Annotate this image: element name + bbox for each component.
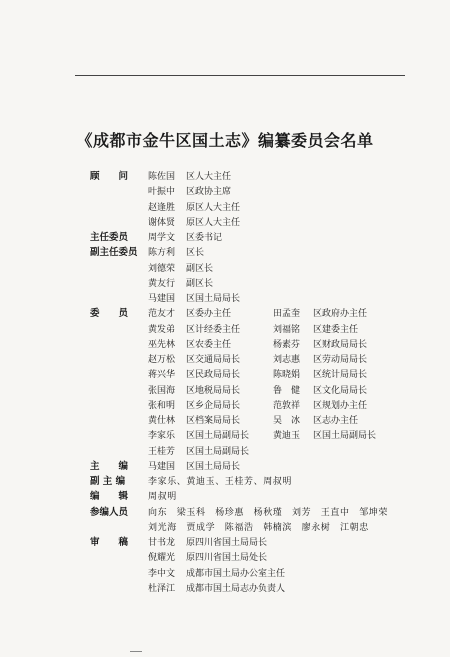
member-position: 原区人大主任 [186,217,241,228]
role-label: 主任委员 [90,232,129,243]
member-list: 李家乐、黄迪玉、王桂芳、周叔明 [148,477,293,487]
member-name: 赵万松 [148,355,176,365]
member-name: 黄友行 [148,278,176,289]
member-name: 刘德荣 [148,263,176,274]
role-label: 副 主 编 [90,476,126,487]
member-position: 区国土局局长 [186,461,241,472]
member-name: 陈晓娟 [273,370,301,381]
page-mark [130,651,142,652]
member-name: 陈方利 [148,248,176,259]
member-position: 区委办主任 [186,309,232,320]
roster-line [90,580,450,598]
member-position: 区文化局局长 [313,385,368,396]
member-position: 区政府办主任 [313,309,368,320]
member-position: 成都市国土局办公室主任 [186,568,286,579]
member-name: 吴 冰 [273,416,301,426]
member-name: 杨素芬 [273,339,301,350]
member-position: 区民政局局长 [186,370,241,381]
member-name: 周学文 [148,233,176,243]
member-name: 张和明 [148,400,176,411]
member-position: 区规划办主任 [313,400,368,411]
member-name: 甘书龙 [148,538,176,548]
member-position: 区国土局副局长 [186,446,250,457]
role-label: 副主任委员 [90,247,138,259]
member-name: 赵逢胜 [148,202,176,213]
member-position: 副区长 [186,263,214,274]
member-name: 刘志惠 [273,355,301,365]
member-position: 区建委主任 [313,324,359,335]
member-name: 鲁 健 [273,385,301,396]
member-position: 区政协主席 [186,187,232,198]
role-label: 主 编 [90,460,129,472]
member-name: 黄发弟 [148,324,176,335]
member-position: 区国土局副局长 [313,431,377,442]
member-position: 副区长 [186,278,214,289]
role-label: 顾 问 [90,171,129,182]
member-name: 李家乐 [148,431,176,442]
member-name: 巫先林 [148,339,176,350]
role-label: 编 辑 [90,491,129,503]
member-position: 原区人大主任 [186,202,241,213]
member-position: 区财政局局长 [313,339,368,350]
member-position: 区交通局局长 [186,355,241,365]
member-name: 范友才 [148,309,176,320]
member-position: 区国土局局长 [186,294,241,304]
member-position: 区计经委主任 [186,324,241,335]
role-label: 参编人员 [90,506,129,518]
role-label: 审 稿 [90,537,129,548]
member-name: 田孟奎 [273,309,301,320]
member-list: 周叔明 [148,492,177,503]
member-name: 蒋兴华 [148,370,176,381]
member-position: 区统计局局长 [313,370,368,381]
member-position: 区农委主任 [186,339,232,350]
member-list: 刘光海 贾成学 陈福浩 韩楠滨 廖永树 江朝忠 [148,522,369,533]
member-name: 黄仕林 [148,416,176,426]
member-position: 区志办主任 [313,416,359,426]
member-name: 陈佐国 [148,172,176,182]
member-name: 范敦祥 [273,400,301,411]
member-position: 区乡企局局长 [186,400,241,411]
member-name: 黄迪玉 [273,431,301,442]
member-position: 区长 [186,248,205,259]
member-name: 杜泽江 [148,583,176,594]
member-name: 张国海 [148,385,176,396]
member-position: 区委书记 [186,233,223,243]
member-name: 马建国 [148,294,176,304]
member-name: 谢体贤 [148,217,176,228]
member-position: 原四川省国土局处长 [186,553,268,564]
role-label: 委 员 [90,308,129,320]
member-list: 向东 梁玉科 杨珍惠 杨秋瑾 刘芳 王直中 邹坤荣 [148,507,389,518]
member-position: 区国土局副局长 [186,431,250,442]
member-position: 区劳动局局长 [313,355,368,365]
member-position: 区地税局局长 [186,385,241,396]
member-name: 李中文 [148,568,176,579]
member-name: 马建国 [148,461,176,472]
member-position: 区档案局局长 [186,416,241,426]
member-name: 刘福铭 [273,324,301,335]
page-title: 《成都市金牛区国土志》编纂委员会名单 [76,131,374,150]
member-position: 成都市国土局志办负责人 [186,583,286,594]
member-name: 叶振中 [148,187,176,198]
member-name: 王桂芳 [148,446,176,457]
member-position: 原四川省国土局局长 [186,538,268,548]
member-position: 区人大主任 [186,172,232,182]
member-name: 倪耀光 [148,553,176,564]
top-rule [75,75,405,76]
